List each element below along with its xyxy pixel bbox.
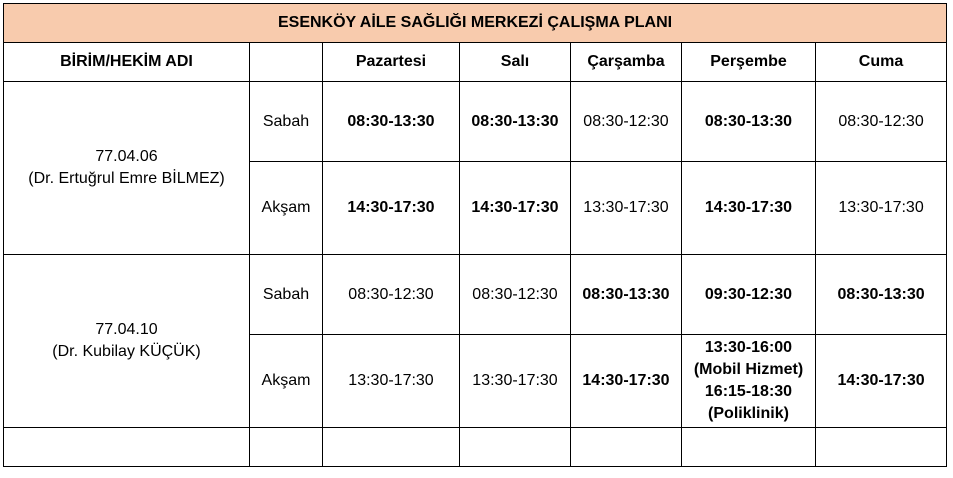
empty-cell <box>460 428 571 467</box>
unit-code: 77.04.06 <box>95 148 158 165</box>
shift-label: Akşam <box>250 335 323 428</box>
empty-cell <box>816 428 947 467</box>
time-line-note: (Mobil Hizmet) <box>693 361 804 378</box>
empty-cell <box>4 428 250 467</box>
time-cell: 08:30-13:30 <box>682 82 816 162</box>
header-day-monday: Pazartesi <box>323 43 460 82</box>
empty-cell <box>571 428 682 467</box>
time-cell: 08:30-13:30 <box>816 255 947 335</box>
time-cell: 08:30-12:30 <box>816 82 947 162</box>
time-cell-multiline <box>682 335 816 428</box>
time-cell: 13:30-17:30 <box>323 335 460 428</box>
table-title: ESENKÖY AİLE SAĞLIĞI MERKEZİ ÇALIŞMA PLANI <box>4 4 947 43</box>
unit-cell <box>4 255 250 428</box>
time-cell: 14:30-17:30 <box>682 162 816 255</box>
time-cell: 08:30-12:30 <box>323 255 460 335</box>
header-day-friday: Cuma <box>816 43 947 82</box>
time-line: 16:15-18:30 <box>704 383 793 400</box>
empty-cell <box>250 428 323 467</box>
header-day-wednesday: Çarşamba <box>571 43 682 82</box>
time-cell: 13:30-17:30 <box>571 162 682 255</box>
time-cell: 14:30-17:30 <box>571 335 682 428</box>
time-cell: 08:30-13:30 <box>571 255 682 335</box>
unit-doctor: (Dr. Kubilay KÜÇÜK) <box>52 343 201 360</box>
time-cell: 08:30-12:30 <box>571 82 682 162</box>
shift-label: Sabah <box>250 82 323 162</box>
time-line: 13:30-16:00 <box>704 339 793 356</box>
time-cell: 13:30-17:30 <box>816 162 947 255</box>
time-cell: 08:30-13:30 <box>460 82 571 162</box>
time-cell: 14:30-17:30 <box>460 162 571 255</box>
unit-cell <box>4 82 250 255</box>
header-day-thursday: Perşembe <box>682 43 816 82</box>
empty-cell <box>323 428 460 467</box>
header-day-tuesday: Salı <box>460 43 571 82</box>
shift-label: Akşam <box>250 162 323 255</box>
time-cell: 14:30-17:30 <box>323 162 460 255</box>
time-cell: 13:30-17:30 <box>460 335 571 428</box>
header-shift <box>250 43 323 82</box>
unit-doctor: (Dr. Ertuğrul Emre BİLMEZ) <box>28 170 225 187</box>
shift-label: Sabah <box>250 255 323 335</box>
time-cell: 09:30-12:30 <box>682 255 816 335</box>
time-line-note: (Poliklinik) <box>708 405 789 422</box>
unit-code: 77.04.10 <box>95 321 158 338</box>
time-cell: 08:30-13:30 <box>323 82 460 162</box>
header-unit: BİRİM/HEKİM ADI <box>4 43 250 82</box>
work-plan-table <box>3 3 947 467</box>
time-cell: 08:30-12:30 <box>460 255 571 335</box>
time-cell: 14:30-17:30 <box>816 335 947 428</box>
empty-cell <box>682 428 816 467</box>
